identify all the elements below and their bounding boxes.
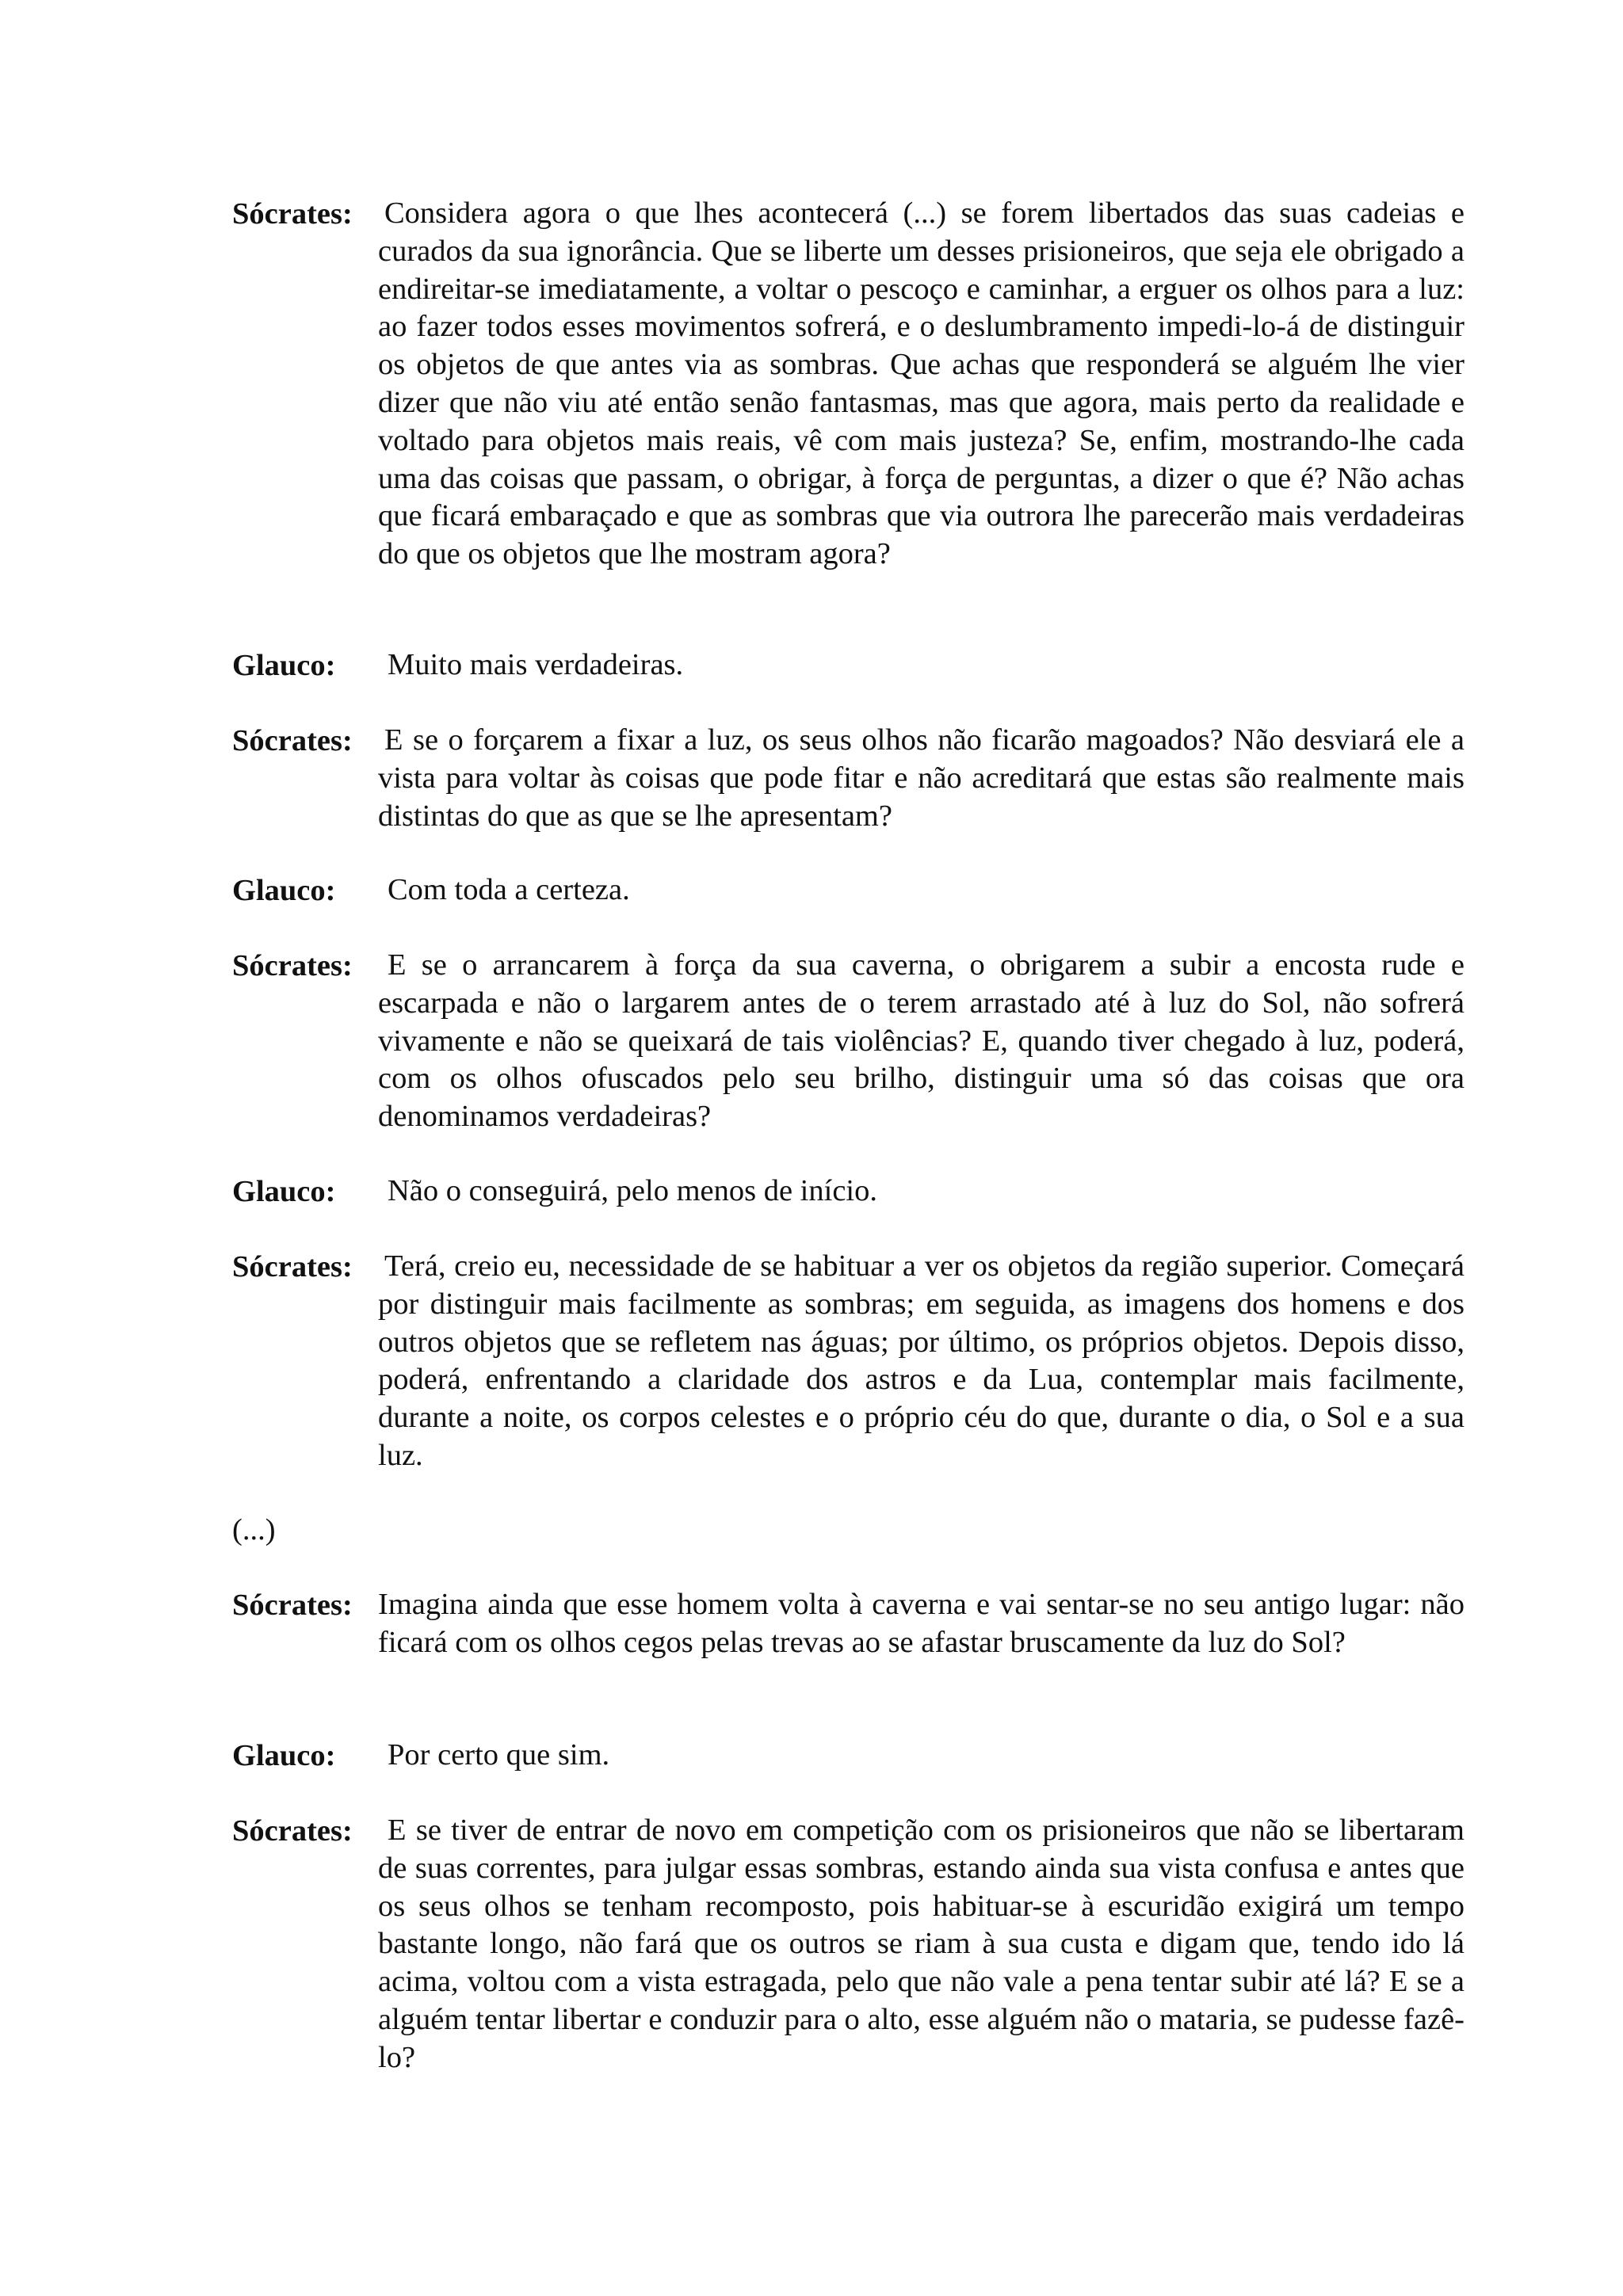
speech-text: Por certo que sim. — [388, 1738, 610, 1772]
speaker-label: Glauco: — [232, 1175, 336, 1208]
speech-text: E se tiver de entrar de novo em competição com os prisioneiros que não se libertaram de suas correntes, para julgar essas sombras, estando ainda sua vista confusa e antes que os seus olhos se tenham recomposto, pois habituar-se à escuridão exigirá um tempo bastante longo, não fará que os outros se riam à sua custa e digam que, tendo ido lá acima, voltou com a vista estragada, pelo que não vale a pena tentar subir até lá? E se a alguém tentar libertar e conduzir para o alto, esse alguém não o mataria, se pudesse fazê-lo? — [378, 1814, 1465, 2074]
speaker-label: Sócrates: — [232, 1814, 353, 1848]
speaker-label: Sócrates: — [232, 1250, 353, 1283]
speech-text: E se o forçarem a fixar a luz, os seus olhos não ficarão magoados? Não desviará ele a vista para voltar às coisas que pode fitar e não acreditará que estas são realmente mais distintas do que as que se lhe apresentam? — [378, 723, 1465, 833]
omission-marker: (...) — [232, 1513, 276, 1547]
speech-text: Terá, creio eu, necessidade de se habituar a ver os objetos da região superior. Começará por distinguir mais facilmente as sombras; em seguida, as imagens dos homens e dos outros objetos que se refletem nas águas; por último, os próprios objetos. Depois disso, poderá, enfrentando a claridade dos astros e da Lua, contemplar mais facilmente, durante a noite, os corpos celestes e o próprio céu do que, durante o dia, o Sol e a sua luz. — [378, 1249, 1465, 1472]
speaker-label: Sócrates: — [232, 949, 353, 982]
speaker-label: Glauco: — [232, 874, 336, 907]
speech-text: Considera agora o que lhes acontecerá (...) se forem libertados das suas cadeias e curados da sua ignorância. Que se liberte um desses prisioneiros, que seja ele obrigado a endireitar-se imediatamente, a voltar o pescoço e caminhar, a erguer os olhos para a luz: ao fazer todos esses movimentos sofrerá, e o deslumbramento impedi-lo-á de distinguir os objetos de que antes via as sombras. Que achas que responderá se alguém lhe vier dizer que não viu até então senão fantasmas, mas que agora, mais perto da realidade e voltado para objetos mais reais, vê com mais justeza? Se, enfim, mostrando-lhe cada uma das coisas que passam, o obrigar, à força de perguntas, a dizer o que é? Não achas que ficará embaraçado e que as sombras que via outrora lhe parecerão mais verdadeiras do que os objetos que lhe mostram agora? — [378, 196, 1465, 571]
speech-text: Com toda a certeza. — [388, 873, 630, 906]
speaker-label: Sócrates: — [232, 197, 353, 231]
speaker-label: Sócrates: — [232, 1589, 353, 1622]
speech-text: Imagina ainda que esse homem volta à caverna e vai sentar-se no seu antigo lugar: não ficará com os olhos cegos pelas trevas ao se afastar bruscamente da luz do Sol? — [378, 1588, 1465, 1659]
speaker-label: Glauco: — [232, 1739, 336, 1772]
speech-text: E se o arrancarem à força da sua caverna, o obrigarem a subir a encosta rude e escarpada e não o largarem antes de o terem arrastado até à luz do Sol, não sofrerá vivamente e não se queixará de tais violências? E, quando tiver chegado à luz, poderá, com os olhos ofuscados pelo seu brilho, distinguir uma só das coisas que ora denominamos verdadeiras? — [378, 948, 1465, 1134]
speaker-label: Sócrates: — [232, 724, 353, 757]
speech-text: Não o conseguirá, pelo menos de início. — [388, 1174, 877, 1207]
speaker-label: Glauco: — [232, 649, 336, 682]
speech-text: Muito mais verdadeiras. — [388, 648, 684, 681]
